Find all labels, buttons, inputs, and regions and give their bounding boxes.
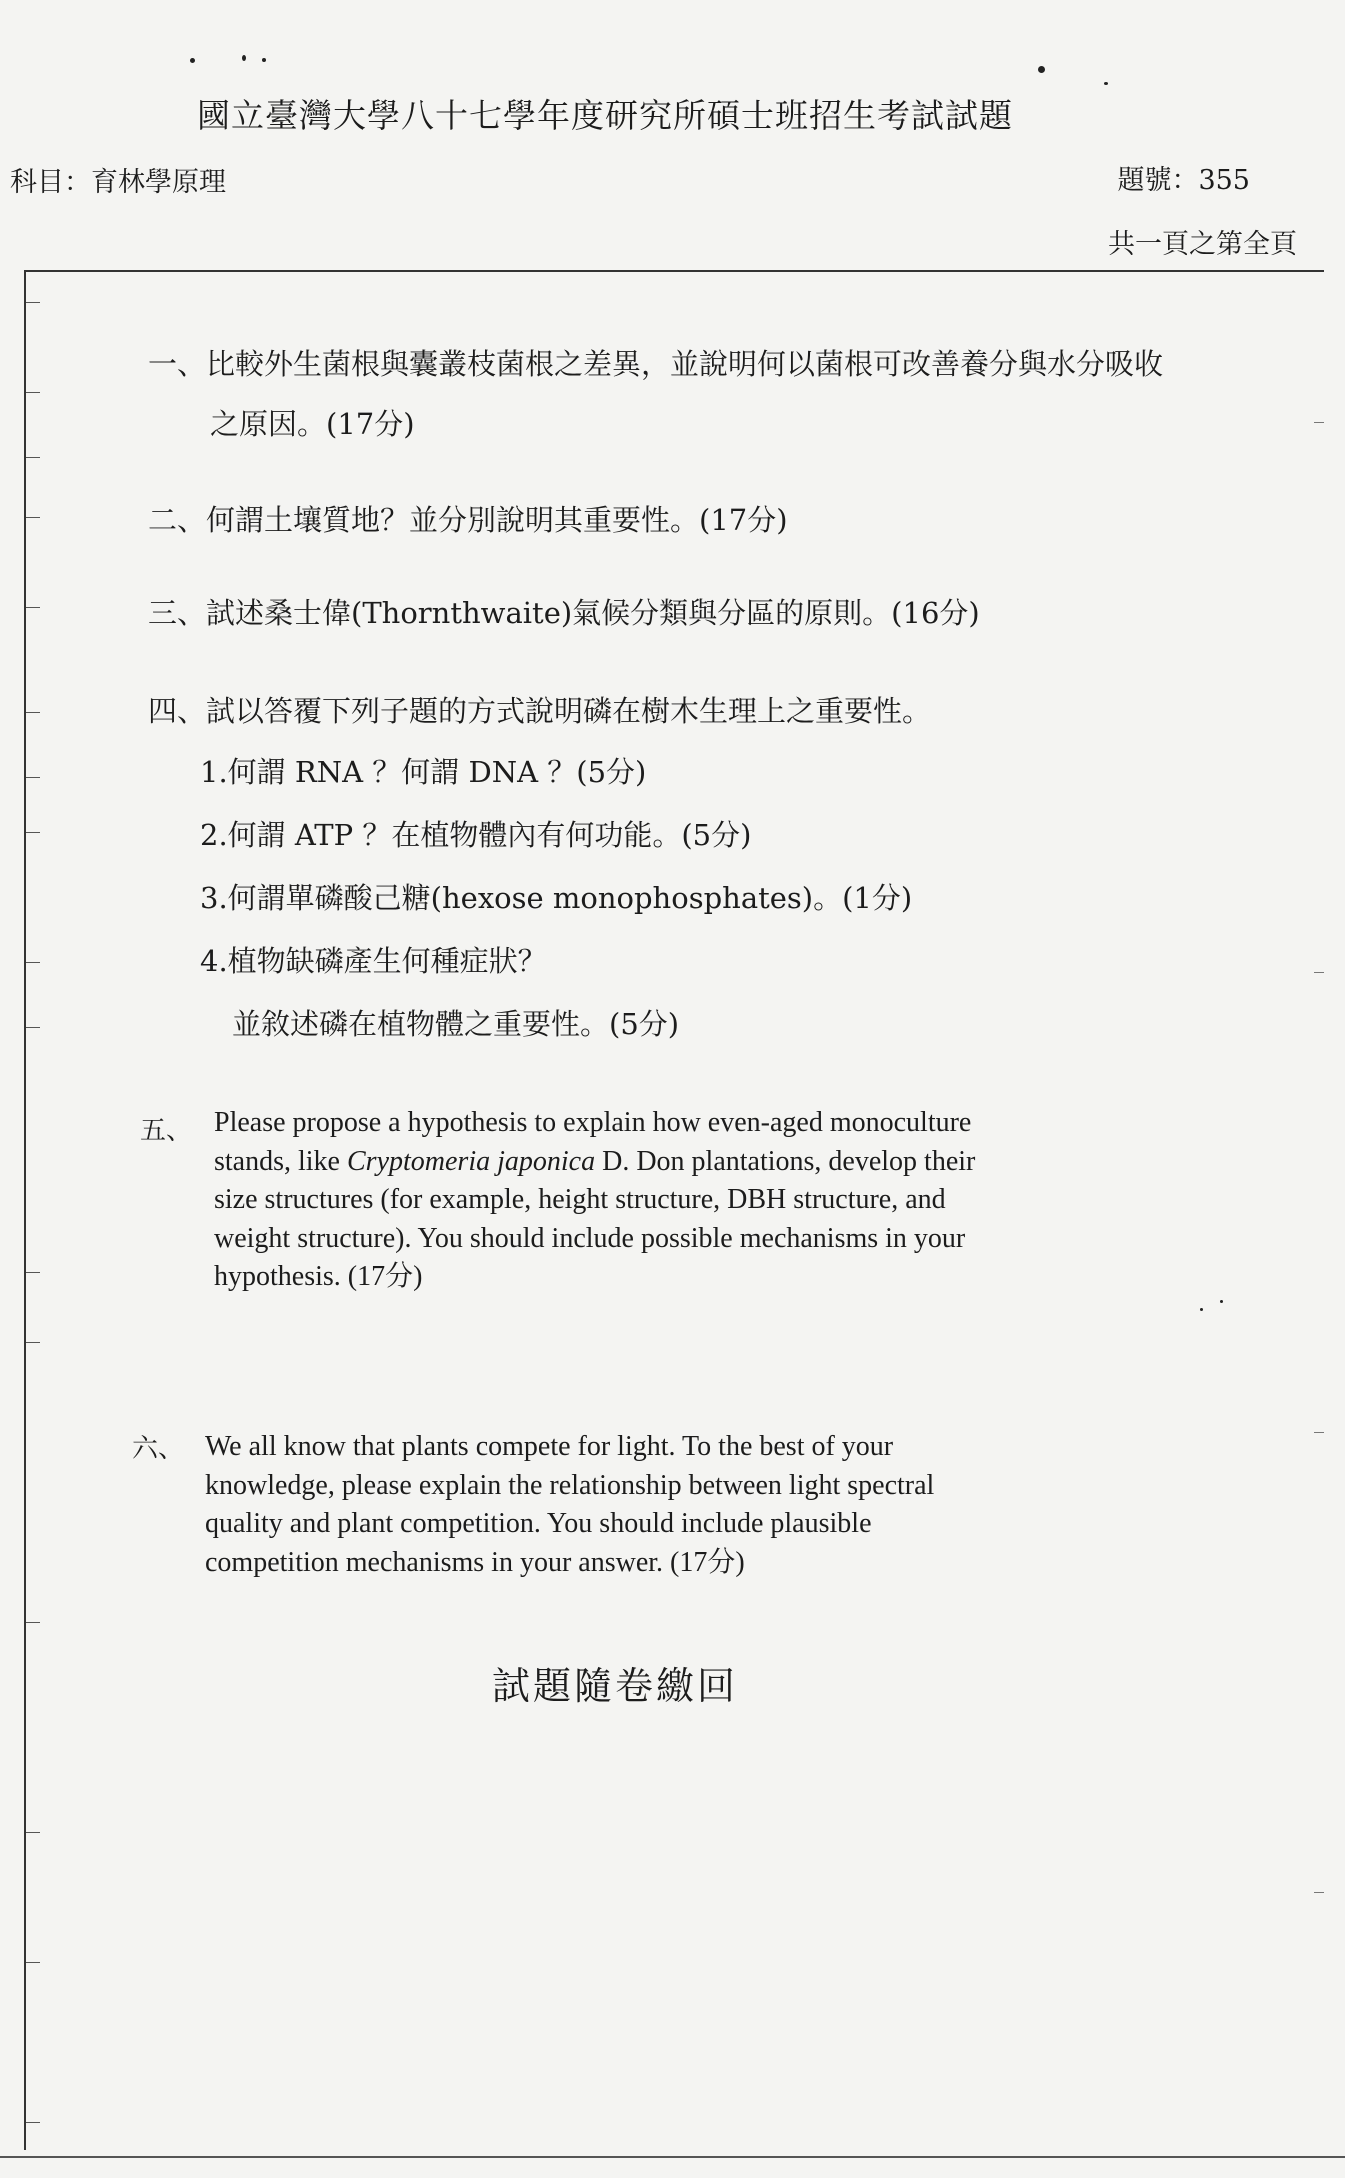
- scan-speck: [242, 55, 246, 61]
- question-6-label: 六、: [132, 1434, 185, 1464]
- exam-title: 國立臺灣大學八十七學年度研究所碩士班招生考試試題: [197, 96, 1013, 135]
- question-6: [205, 1428, 934, 1582]
- question-5-line: hypothesis. (17分): [214, 1261, 423, 1292]
- bottom-rule: [0, 2156, 1345, 2158]
- question-5-line: weight structure). You should include possible mechanisms in your: [214, 1222, 966, 1254]
- scan-speck: [1220, 1300, 1223, 1303]
- margin-tick: [1314, 1432, 1324, 1433]
- question-6-line: knowledge, please explain the relationship between light spectral: [205, 1469, 935, 1501]
- margin-tick: [1314, 422, 1324, 423]
- margin-tick: [26, 777, 40, 778]
- margin-tick: [26, 517, 40, 518]
- margin-tick: [26, 1622, 40, 1623]
- margin-tick: [26, 1962, 40, 1963]
- question-5-line: size structures (for example, height structure, DBH structure, and: [214, 1184, 946, 1215]
- margin-tick: [26, 1027, 40, 1028]
- question-5-label: 五、: [140, 1116, 193, 1146]
- margin-tick: [26, 2122, 40, 2123]
- question-4-item-1: 1.何謂 RNA ？何謂 DNA ？(5分): [200, 755, 647, 789]
- scan-speck: [1104, 82, 1108, 85]
- margin-tick: [26, 392, 40, 393]
- margin-tick: [1314, 972, 1324, 973]
- margin-tick: [26, 1342, 40, 1343]
- margin-tick: [26, 457, 40, 458]
- subject-label: 科目：育林學原理: [10, 167, 226, 198]
- question-4-intro: 四、試以答覆下列子題的方式說明磷在樹木生理上之重要性。: [148, 694, 932, 728]
- question-6-line: quality and plant competition. You should include plausible: [205, 1508, 872, 1539]
- margin-tick: [26, 712, 40, 713]
- margin-tick: [26, 962, 40, 963]
- question-1-line-2: 之原因。(17分): [210, 407, 415, 441]
- question-5: [214, 1104, 975, 1297]
- margin-tick: [26, 302, 40, 303]
- margin-tick: [26, 1832, 40, 1833]
- scan-speck: [1038, 66, 1045, 73]
- text-segment: stands, like: [214, 1145, 347, 1177]
- question-1-line-1: 一、比較外生菌根與囊叢枝菌根之差異，並說明何以菌根可改善養分與水分吸收: [148, 347, 1164, 381]
- margin-tick: [26, 1272, 40, 1273]
- margin-tick: [26, 832, 40, 833]
- question-number: 題號：355: [1117, 165, 1250, 196]
- question-6-line: We all know that plants compete for light. To the best of your: [205, 1431, 894, 1462]
- question-4-item-2: 2.何謂 ATP ？在植物體內有何功能。(5分): [200, 818, 752, 852]
- margin-tick: [1314, 1892, 1324, 1893]
- return-exam-note: 試題隨卷繳回: [492, 1664, 739, 1708]
- scan-speck: [1200, 1308, 1203, 1311]
- question-3: 三、試述桑士偉(Thornthwaite)氣候分類與分區的原則。(16分): [148, 596, 980, 630]
- text-segment: D. Don plantations, develop their: [595, 1145, 976, 1177]
- question-4-item-3: 3.何謂單磷酸己糖(hexose monophosphates)。(1分): [200, 881, 913, 915]
- question-4-continuation: 並敘述磷在植物體之重要性。(5分): [232, 1007, 680, 1041]
- scan-speck: [262, 58, 266, 62]
- question-6-line: competition mechanisms in your answer. (17分): [205, 1546, 745, 1578]
- species-name: Cryptomeria japonica: [347, 1145, 596, 1177]
- scan-speck: [190, 58, 195, 63]
- question-2: 二、何謂土壤質地？並分別說明其重要性。(17分): [148, 503, 788, 537]
- page-info: 共一頁之第全頁: [1108, 229, 1297, 260]
- question-5-line: Please propose a hypothesis to explain how even-aged monoculture: [214, 1107, 972, 1138]
- question-4-item-4: 4.植物缺磷產生何種症狀？: [200, 944, 547, 978]
- question-5-line: [214, 1143, 975, 1182]
- margin-tick: [26, 607, 40, 608]
